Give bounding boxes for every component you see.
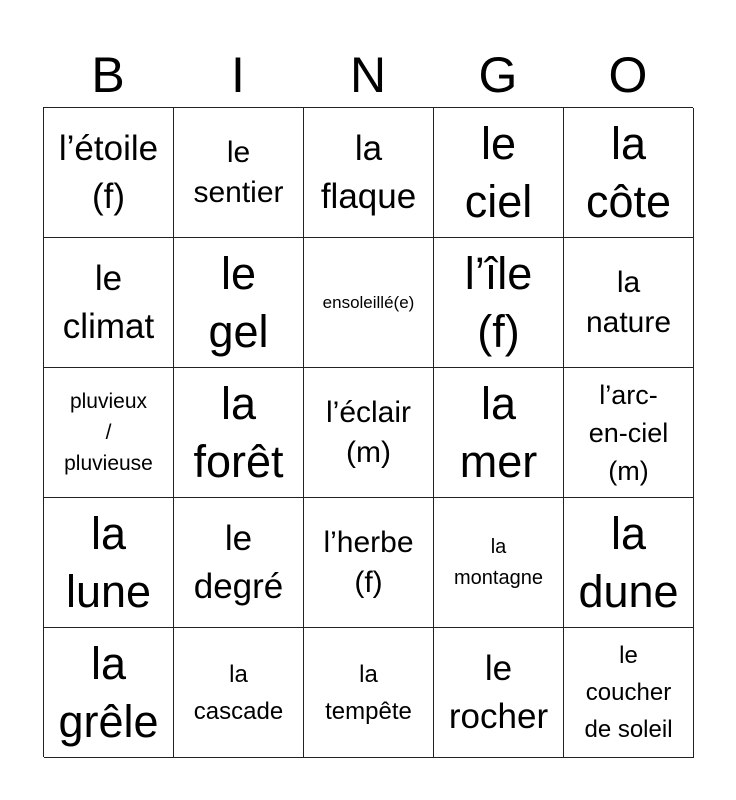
cell-word: le sentier (193, 135, 284, 209)
cell-word: la forêt (193, 377, 284, 487)
cell-word: la nature (585, 265, 672, 339)
bingo-cell[interactable] (564, 108, 694, 238)
cell-word: le degré (193, 518, 284, 606)
bingo-cell[interactable] (304, 628, 434, 758)
cell-word: le rocher (448, 648, 549, 736)
bingo-cell[interactable] (304, 368, 434, 498)
cell-word: la tempête (325, 660, 412, 725)
bingo-cell[interactable] (44, 368, 174, 498)
cell-word: l’arc- en-ciel (m) (588, 379, 669, 486)
header-letter-b: B (91, 47, 125, 103)
bingo-cell[interactable] (44, 498, 174, 628)
bingo-cell[interactable] (434, 108, 564, 238)
bingo-cell[interactable] (434, 628, 564, 758)
cell-word: le climat (62, 258, 155, 346)
cell-word: ensoleillé(e) (322, 292, 415, 312)
cell-word: la dune (578, 507, 679, 617)
cell-word: l’éclair (m) (325, 395, 412, 469)
cell-word: l’herbe (f) (323, 525, 414, 599)
bingo-cell[interactable] (174, 108, 304, 238)
bingo-cell[interactable] (564, 238, 694, 368)
bingo-cell[interactable] (44, 628, 174, 758)
header-letter-i: I (231, 47, 245, 103)
bingo-cell[interactable] (174, 628, 304, 758)
header-letter-g: G (478, 47, 518, 103)
cell-word: le gel (208, 247, 269, 357)
cell-word: l’étoile (f) (58, 128, 159, 216)
header-letter-n: N (349, 47, 387, 103)
bingo-cell[interactable] (434, 368, 564, 498)
bingo-header (43, 40, 693, 110)
header-letter-o: O (608, 47, 648, 103)
bingo-cell[interactable] (564, 628, 694, 758)
cell-word: la côte (585, 117, 672, 227)
cell-word: la montagne (454, 535, 543, 589)
bingo-cell[interactable] (564, 368, 694, 498)
bingo-cell[interactable] (304, 238, 434, 368)
bingo-cell[interactable] (174, 238, 304, 368)
cell-word: la mer (459, 377, 538, 487)
bingo-cell[interactable] (44, 238, 174, 368)
bingo-cell[interactable] (434, 498, 564, 628)
bingo-board (43, 107, 693, 757)
cell-word: la cascade (193, 660, 284, 725)
cell-word: la flaque (320, 128, 417, 216)
cell-word: pluvieux / pluvieuse (64, 390, 153, 475)
cell-word: la lune (65, 507, 152, 617)
cell-word: la grêle (58, 637, 159, 747)
bingo-cell[interactable] (434, 238, 564, 368)
cell-word: le coucher de soleil (584, 642, 673, 743)
bingo-cell[interactable] (44, 108, 174, 238)
cell-word: l’île (f) (464, 247, 533, 357)
bingo-cell[interactable] (174, 368, 304, 498)
bingo-cell[interactable] (304, 108, 434, 238)
bingo-cell[interactable] (174, 498, 304, 628)
bingo-cell[interactable] (304, 498, 434, 628)
bingo-cell[interactable] (564, 498, 694, 628)
cell-word: le ciel (464, 117, 533, 227)
